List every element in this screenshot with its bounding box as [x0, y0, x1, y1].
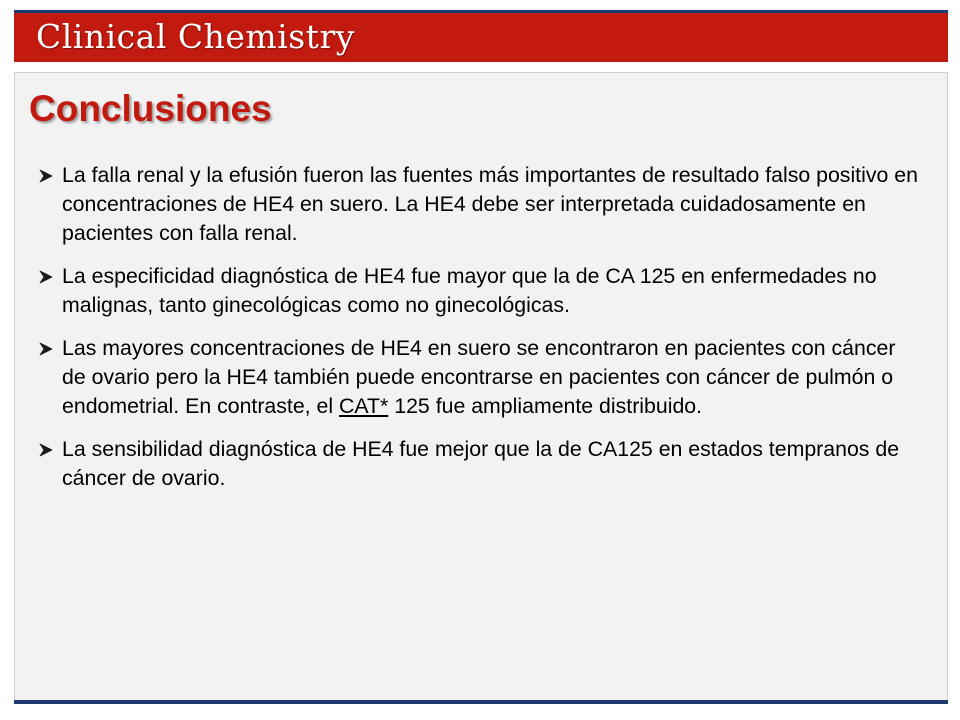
bottom-navy-rule: [14, 700, 948, 704]
journal-title: Clinical Chemistry: [36, 17, 355, 56]
bullet-item-2: [39, 262, 919, 320]
bullet-text: La sensibilidad diagnóstica de HE4 fue mejor que la de CA125 en estados tempranos de cáncer de ovario.: [62, 437, 900, 490]
bullet-item-3: [39, 334, 919, 421]
arrowhead-bullet-icon: [39, 342, 53, 356]
bullet-item-4: [39, 435, 919, 493]
arrowhead-bullet-icon: [39, 270, 53, 284]
bullet-text: La especificidad diagnóstica de HE4 fue mayor que la de CA 125 en enfermedades no malignas, tanto ginecológicas como no ginecológicas.: [62, 264, 877, 317]
arrowhead-bullet-icon: [39, 443, 53, 457]
conclusions-list: [39, 161, 919, 507]
underlined-term: CAT*: [339, 394, 389, 418]
slide-title: Conclusiones: [29, 88, 272, 129]
bullet-text: La falla renal y la efusión fueron las fuentes más importantes de resultado falso positivo en concentraciones de HE4 en suero. La HE4 debe ser interpretada cuidadosamente en pacientes con falla renal.: [62, 163, 918, 245]
arrowhead-bullet-icon: [39, 169, 53, 183]
content-panel: [14, 72, 948, 702]
journal-header-band: [14, 13, 948, 62]
bullet-text-before: Las mayores concentraciones de HE4 en suero se encontraron en pacientes con cáncer de ovario pero la HE4 también puede encontrarse en pacientes con cáncer de pulmón o endometrial. En contraste, el: [62, 336, 896, 418]
bullet-text-after: 125 fue ampliamente distribuido.: [388, 394, 703, 418]
bullet-item-1: [39, 161, 919, 248]
